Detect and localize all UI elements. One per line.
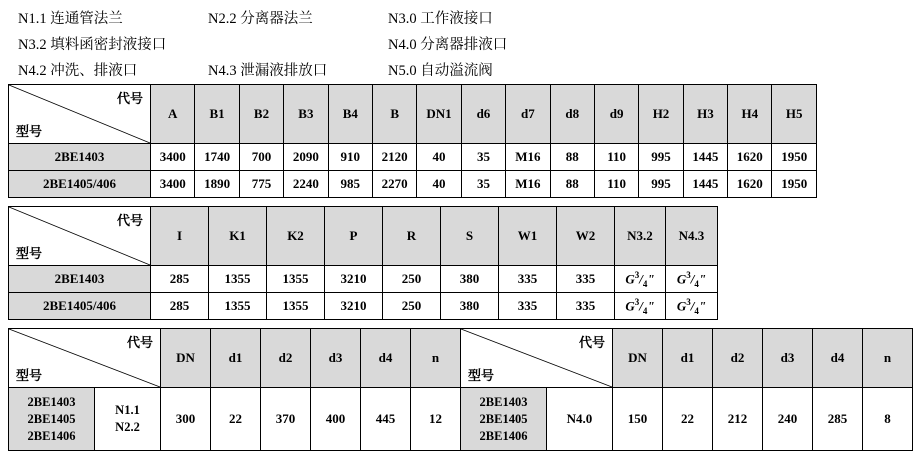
legend-code: N4.0 <box>388 37 417 53</box>
corner-model-label: 型号 <box>16 124 43 139</box>
cell: 1355 <box>267 293 325 320</box>
column-header: d8 <box>550 85 594 144</box>
table-header-row <box>9 207 818 266</box>
column-header: I <box>151 207 209 266</box>
column-header: N4.3 <box>666 207 718 266</box>
legend-row <box>18 6 825 32</box>
filler-cell <box>718 293 818 320</box>
legend-row <box>18 58 825 84</box>
legend-item <box>18 32 388 58</box>
column-header: DN <box>161 329 211 388</box>
cell: 1355 <box>267 266 325 293</box>
cell: 285 <box>151 266 209 293</box>
cell <box>666 266 718 293</box>
cell: 1620 <box>728 171 772 198</box>
cell: 1355 <box>209 293 267 320</box>
column-header: d9 <box>594 85 638 144</box>
cell: 150 <box>613 388 663 451</box>
column-header: d1 <box>211 329 261 388</box>
cell: 2240 <box>284 171 328 198</box>
column-header: B1 <box>195 85 239 144</box>
dimension-table-1 <box>8 84 817 198</box>
cell: 370 <box>261 388 311 451</box>
cell <box>615 293 666 320</box>
cell: 40 <box>417 144 461 171</box>
cell: M16 <box>506 144 550 171</box>
column-header: n <box>863 329 913 388</box>
model-line: 2BE1406 <box>27 428 76 443</box>
column-header: d4 <box>361 329 411 388</box>
cell: 88 <box>550 144 594 171</box>
legend-code: N4.3 <box>208 63 237 79</box>
column-header: H4 <box>728 85 772 144</box>
column-header: B4 <box>328 85 372 144</box>
cell: 250 <box>383 266 441 293</box>
legend-code: N1.1 <box>18 11 47 27</box>
thread-size: $G^3/_4$" <box>676 269 707 289</box>
model-line: 2BE1403 <box>479 394 528 409</box>
model-line: 2BE1405 <box>479 411 528 426</box>
column-header: H5 <box>772 85 817 144</box>
row-model: 2BE1403 <box>9 144 151 171</box>
row-model: 2BE1405/406 <box>9 171 151 198</box>
corner-code-label: 代号 <box>116 213 143 228</box>
cell: 2090 <box>284 144 328 171</box>
table-header-row <box>9 85 817 144</box>
cell: 300 <box>161 388 211 451</box>
cell: 1740 <box>195 144 239 171</box>
legend-text: 冲洗、排液口 <box>50 63 138 79</box>
column-header: W1 <box>499 207 557 266</box>
legend-code: N2.2 <box>208 11 237 27</box>
legend-code: N3.0 <box>388 11 417 27</box>
row-model: 2BE1403 <box>9 266 151 293</box>
corner-model-label: 型号 <box>16 368 43 383</box>
table-row <box>9 293 818 320</box>
cell: 335 <box>557 266 615 293</box>
column-header: DN <box>613 329 663 388</box>
cell: 40 <box>417 171 461 198</box>
cell: 1950 <box>772 171 817 198</box>
table-header-row <box>9 329 913 388</box>
legend-text: 填料函密封液接口 <box>50 37 167 53</box>
cell: 250 <box>383 293 441 320</box>
column-header: B3 <box>284 85 328 144</box>
model-line: 2BE1406 <box>479 428 528 443</box>
corner-code-label: 代号 <box>126 335 153 350</box>
column-header: d6 <box>461 85 505 144</box>
cell: 335 <box>557 293 615 320</box>
cell: 1890 <box>195 171 239 198</box>
cell: 3400 <box>151 144 195 171</box>
cell: 700 <box>239 144 283 171</box>
filler-cell <box>718 266 818 293</box>
cell: 985 <box>328 171 372 198</box>
column-header: DN1 <box>417 85 461 144</box>
column-header: P <box>325 207 383 266</box>
cell: 380 <box>441 266 499 293</box>
table-row <box>9 144 817 171</box>
legend-item <box>18 6 208 32</box>
legend-text: 连通管法兰 <box>50 11 123 27</box>
corner-model-label: 型号 <box>468 368 495 383</box>
column-header: d2 <box>713 329 763 388</box>
cell: 8 <box>863 388 913 451</box>
row-model: 2BE1405/406 <box>9 293 151 320</box>
thread-size: $G^3/_4$" <box>676 296 707 316</box>
port-code-left <box>95 388 161 451</box>
column-header: S <box>441 207 499 266</box>
legend-code: N3.2 <box>18 37 47 53</box>
corner-cell <box>9 85 151 144</box>
legend-text: 自动溢流阀 <box>420 63 493 79</box>
corner-cell-left <box>9 329 161 388</box>
port-line: N2.2 <box>115 420 140 434</box>
cell: 1620 <box>728 144 772 171</box>
legend-code: N4.2 <box>18 63 47 79</box>
cell: 35 <box>461 144 505 171</box>
cell: 12 <box>411 388 461 451</box>
cell: 285 <box>151 293 209 320</box>
model-line: 2BE1403 <box>27 394 76 409</box>
table-row <box>9 171 817 198</box>
column-header: K2 <box>267 207 325 266</box>
cell: 3400 <box>151 171 195 198</box>
cell: 22 <box>663 388 713 451</box>
legend-row <box>18 32 825 58</box>
cell: 995 <box>639 144 683 171</box>
flange-table <box>8 328 913 451</box>
cell: 910 <box>328 144 372 171</box>
filler-cell <box>718 207 818 266</box>
cell: 335 <box>499 293 557 320</box>
column-header: d7 <box>506 85 550 144</box>
cell: 88 <box>550 171 594 198</box>
cell <box>615 266 666 293</box>
cell: 1355 <box>209 266 267 293</box>
cell: M16 <box>506 171 550 198</box>
corner-cell-right <box>461 329 613 388</box>
cell: 285 <box>813 388 863 451</box>
cell: 240 <box>763 388 813 451</box>
cell: 110 <box>594 171 638 198</box>
row-models-right <box>461 388 547 451</box>
cell: 3210 <box>325 293 383 320</box>
column-header: d3 <box>311 329 361 388</box>
column-header: A <box>151 85 195 144</box>
port-code-right: N4.0 <box>547 388 613 451</box>
cell: 3210 <box>325 266 383 293</box>
column-header: d2 <box>261 329 311 388</box>
corner-code-label: 代号 <box>117 91 144 106</box>
legend-item <box>388 58 493 84</box>
column-header: B2 <box>239 85 283 144</box>
cell: 110 <box>594 144 638 171</box>
thread-size: $G^3/_4$" <box>625 296 655 316</box>
column-header: W2 <box>557 207 615 266</box>
column-header: d3 <box>763 329 813 388</box>
column-header: H2 <box>639 85 683 144</box>
legend-text: 分离器法兰 <box>240 11 313 27</box>
column-header: H3 <box>683 85 727 144</box>
legend-item <box>388 6 493 32</box>
legend-text: 泄漏液排放口 <box>240 63 328 79</box>
cell: 1445 <box>683 171 727 198</box>
column-header: B <box>372 85 416 144</box>
port-line: N1.1 <box>115 403 140 417</box>
legend-item <box>388 32 507 58</box>
cell: 445 <box>361 388 411 451</box>
column-header: d4 <box>813 329 863 388</box>
cell: 2120 <box>372 144 416 171</box>
column-header: d1 <box>663 329 713 388</box>
column-header: N3.2 <box>615 207 666 266</box>
legend-text: 工作液接口 <box>420 11 493 27</box>
cell: 2270 <box>372 171 416 198</box>
cell: 1445 <box>683 144 727 171</box>
legend-item <box>208 58 388 84</box>
model-line: 2BE1405 <box>27 411 76 426</box>
column-header: K1 <box>209 207 267 266</box>
cell: 35 <box>461 171 505 198</box>
legend-code: N5.0 <box>388 63 417 79</box>
corner-model-label: 型号 <box>16 246 43 261</box>
corner-code-label: 代号 <box>578 335 605 350</box>
cell: 995 <box>639 171 683 198</box>
legend-item <box>18 58 208 84</box>
dimension-table-2 <box>8 206 818 320</box>
corner-cell <box>9 207 151 266</box>
cell: 380 <box>441 293 499 320</box>
column-header: R <box>383 207 441 266</box>
port-legend <box>0 0 825 84</box>
cell: 1950 <box>772 144 817 171</box>
cell: 775 <box>239 171 283 198</box>
cell: 335 <box>499 266 557 293</box>
table-row <box>9 388 913 451</box>
table-row <box>9 266 818 293</box>
legend-text: 分离器排液口 <box>420 37 508 53</box>
column-header: n <box>411 329 461 388</box>
cell: 22 <box>211 388 261 451</box>
cell: 400 <box>311 388 361 451</box>
row-models-left <box>9 388 95 451</box>
cell: 212 <box>713 388 763 451</box>
cell <box>666 293 718 320</box>
legend-item <box>208 6 388 32</box>
thread-size: $G^3/_4$" <box>625 269 655 289</box>
